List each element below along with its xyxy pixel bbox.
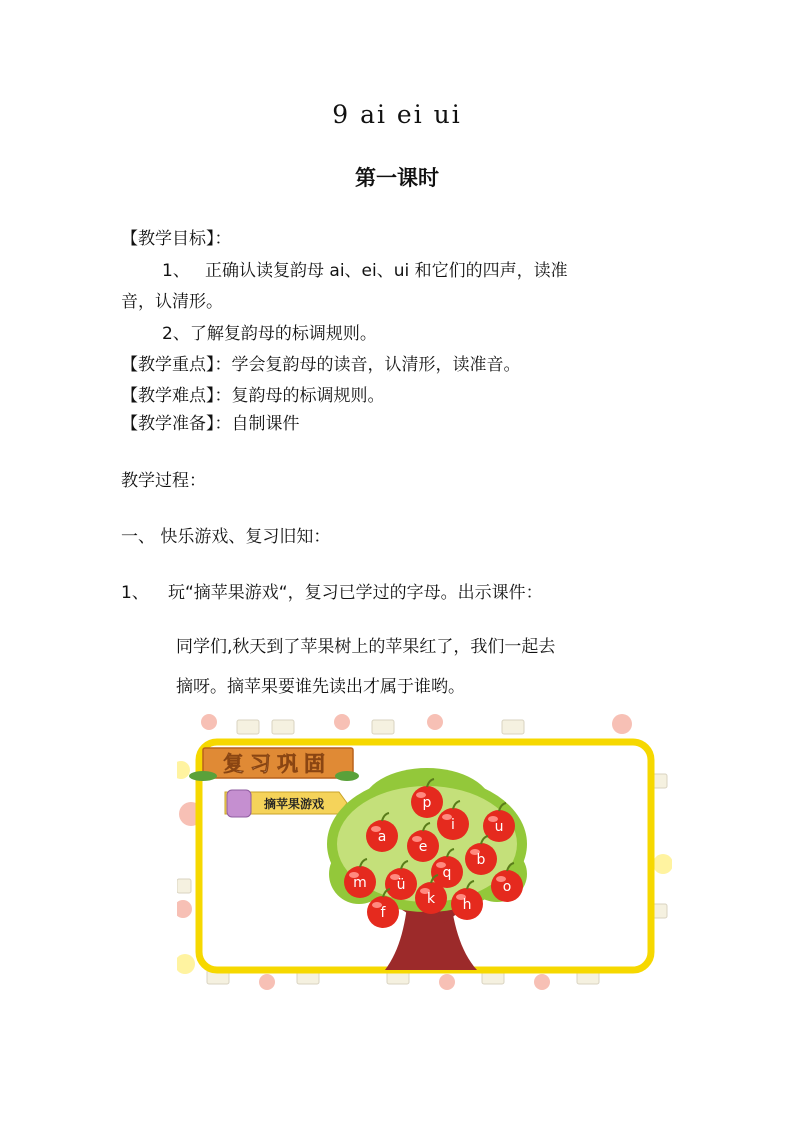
apple-letter: k — [426, 891, 436, 907]
courseware-slide — [177, 714, 672, 992]
paragraph-line-2: 摘呀。摘苹果要谁先读出才属于谁哟。 — [176, 677, 465, 697]
apple-letter: q — [442, 865, 452, 881]
objective-1-number: 1、 — [162, 261, 190, 281]
process-label: 教学过程： — [121, 471, 206, 491]
step-1-text: 玩“摘苹果游戏“，复习已学过的字母。出示课件： — [168, 583, 543, 603]
objective-2: 2、了解复韵母的标调规则。 — [162, 324, 377, 344]
apple-letter: a — [377, 829, 387, 845]
objective-1-continuation: 音，认清形。 — [121, 292, 223, 312]
slide-banner — [189, 748, 359, 781]
apple-letter: e — [418, 839, 428, 855]
game-ribbon — [225, 790, 347, 817]
lesson-title: 9 ai ei ui — [332, 100, 462, 129]
difficulties: 【教学难点】：复韵母的标调规则。 — [121, 386, 385, 406]
section-heading: 一、 快乐游戏、复习旧知： — [121, 527, 331, 547]
ribbon-text: 摘苹果游戏 — [263, 797, 325, 811]
banner-text: 复习巩固 — [223, 752, 331, 776]
lesson-subtitle: 第一课时 — [355, 166, 439, 190]
apple-letter: m — [353, 875, 367, 891]
apple-letter: h — [462, 897, 472, 913]
key-points: 【教学重点】：学会复韵母的读音，认清形，读准音。 — [121, 355, 521, 375]
preparation: 【教学准备】：自制课件 — [121, 414, 300, 434]
objective-1-text: 正确认读复韵母 ai、ei、ui 和它们的四声，读准 — [205, 261, 568, 281]
apple-letter: p — [422, 795, 432, 811]
apple-letter: o — [502, 879, 512, 895]
apple-letter: i — [451, 817, 455, 833]
objectives-label: 【教学目标】： — [121, 229, 232, 249]
apple-letter: f — [380, 905, 386, 921]
apple-letter: u — [494, 819, 504, 835]
step-1-number: 1、 — [121, 583, 149, 603]
apple-letter: b — [476, 852, 486, 868]
paragraph-line-1: 同学们,秋天到了苹果树上的苹果红了，我们一起去 — [176, 637, 556, 657]
apple-letter: ü — [396, 877, 406, 893]
